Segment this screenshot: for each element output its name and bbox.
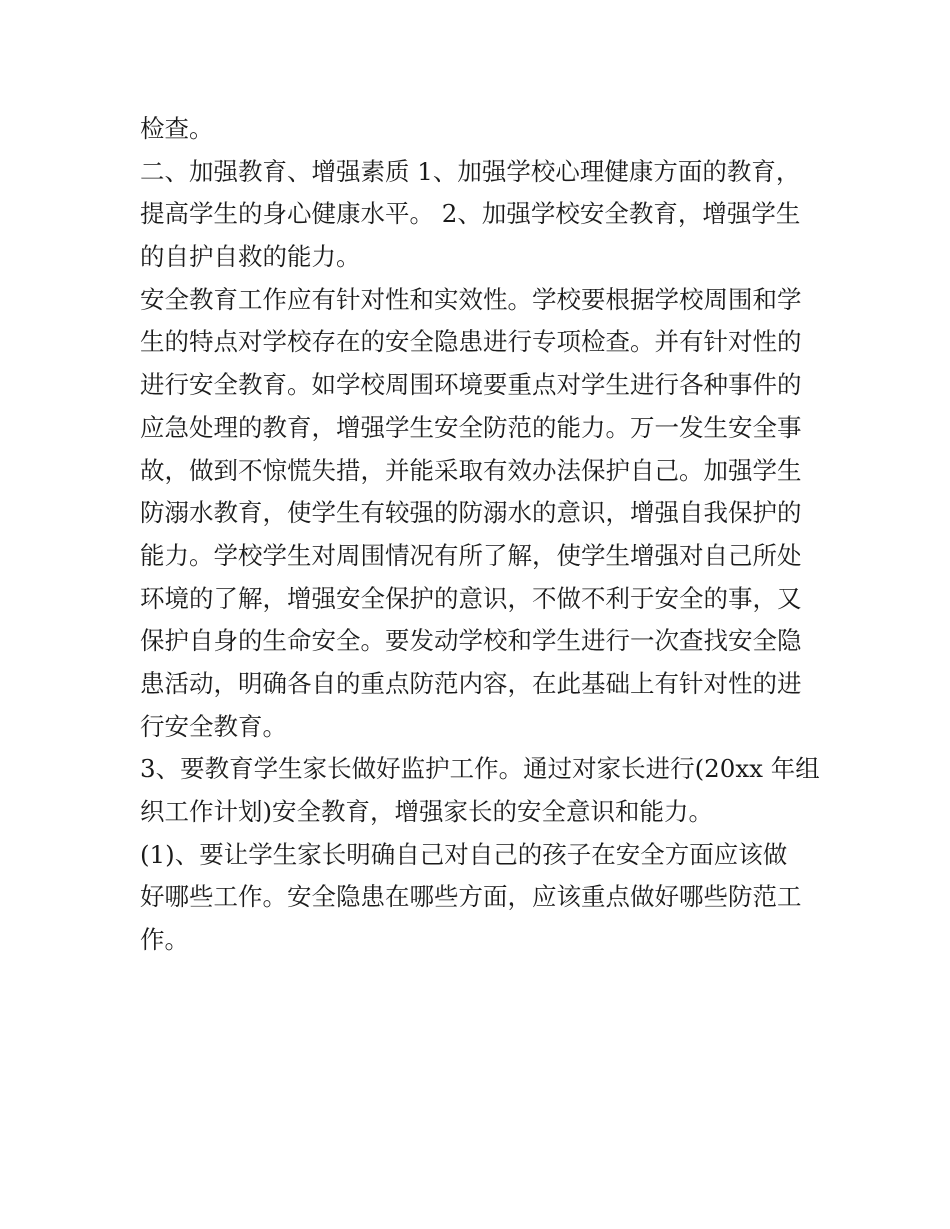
text-line: 进行安全教育。如学校周围环境要重点对学生进行各种事件的: [140, 370, 802, 400]
text-line: 行安全教育。: [140, 711, 287, 741]
text-line: 的自护自救的能力。: [140, 242, 361, 272]
text-line: 二、加强教育、增强素质 1、加强学校心理健康方面的教育，: [140, 156, 801, 186]
text-line: 故，做到不惊慌失措，并能采取有效办法保护自己。加强学生: [140, 455, 802, 485]
text-line: 能力。学校学生对周围情况有所了解，使学生增强对自己所处: [140, 540, 802, 570]
text-line: 保护自身的生命安全。要发动学校和学生进行一次查找安全隐: [140, 626, 802, 656]
document-body: [140, 108, 820, 962]
text-line: 防溺水教育，使学生有较强的防溺水的意识，增强自我保护的: [140, 498, 802, 528]
text-line: 生的特点对学校存在的安全隐患进行专项检查。并有针对性的: [140, 327, 802, 357]
text-line: 提高学生的身心健康水平。 2、加强学校安全教育，增强学生: [140, 199, 801, 229]
text-line: 织工作计划)安全教育，增强家长的安全意识和能力。: [140, 797, 714, 826]
text-line: (1)、要让学生家长明确自己对自己的孩子在安全方面应该做: [140, 839, 788, 869]
text-line: 环境的了解，增强安全保护的意识，不做不利于安全的事，又: [140, 583, 802, 613]
text-line: 3、要教育学生家长做好监护工作。通过对家长进行(20xx 年组: [140, 754, 820, 784]
text-line: 安全教育工作应有针对性和实效性。学校要根据学校周围和学: [140, 284, 802, 314]
text-line: 作。: [140, 925, 189, 955]
text-line: 检查。: [140, 114, 214, 143]
text-line: 应急处理的教育，增强学生安全防范的能力。万一发生安全事: [140, 412, 802, 442]
text-line: 好哪些工作。安全隐患在哪些方面，应该重点做好哪些防范工: [140, 882, 802, 912]
text-line: 患活动，明确各自的重点防范内容，在此基础上有针对性的进: [140, 668, 802, 698]
